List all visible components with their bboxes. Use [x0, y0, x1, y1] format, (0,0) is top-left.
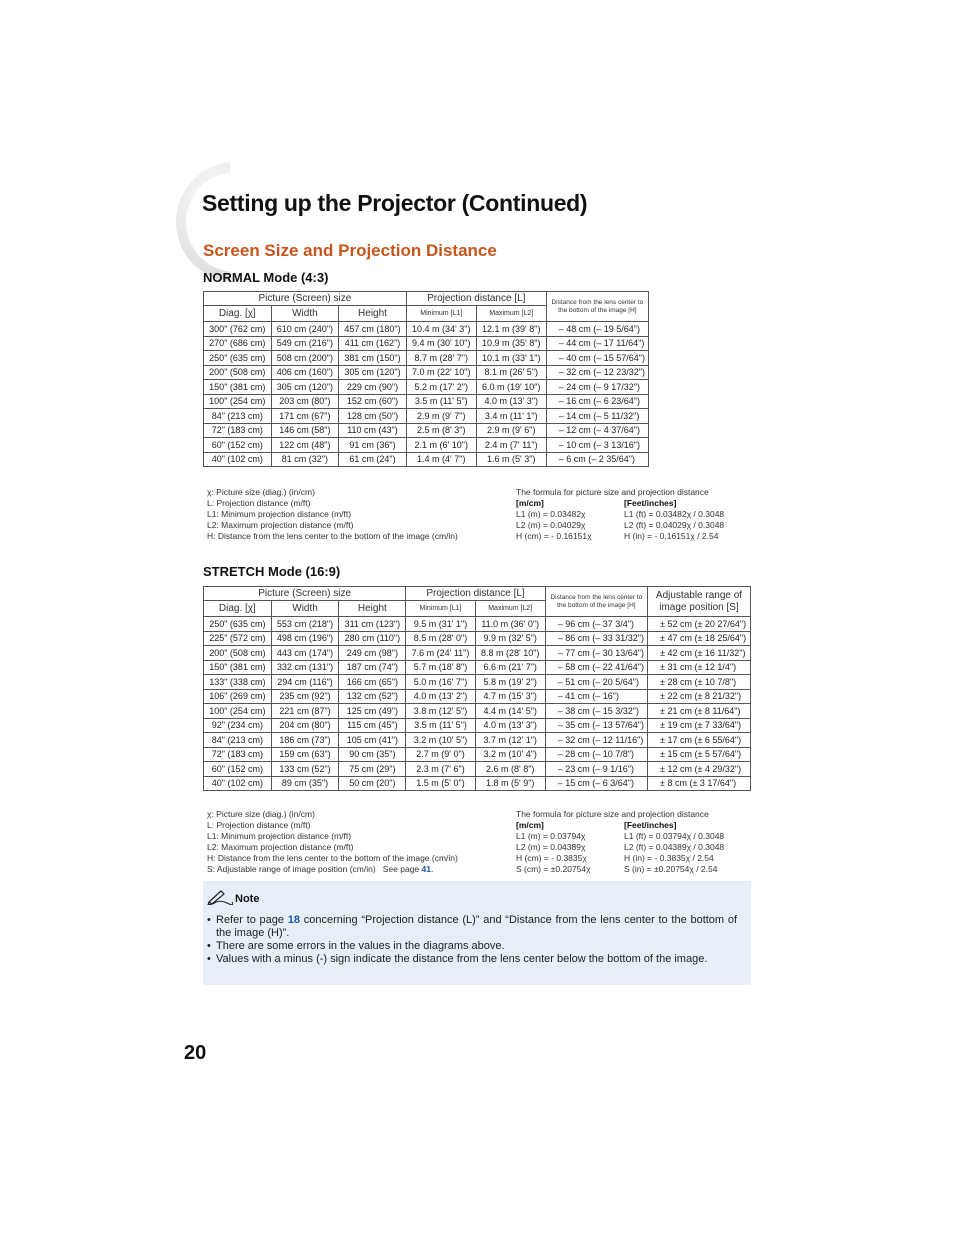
cell-diag: 106" (269 cm) — [204, 689, 272, 704]
table-row — [204, 322, 649, 337]
note-list — [207, 914, 737, 966]
header-picture-size: Picture (Screen) size — [204, 587, 406, 601]
legend-line: L1: Minimum projection distance (m/ft) — [207, 509, 352, 519]
cell-diag: 150" (381 cm) — [204, 660, 272, 675]
note-item — [207, 940, 737, 953]
table-row — [204, 336, 649, 351]
cell-lens-distance: – 58 cm (– 22 41/64") — [545, 660, 647, 675]
cell-width: 498 cm (196") — [271, 631, 339, 646]
table-row — [204, 675, 751, 690]
legend-line: χ: Picture size (diag.) (in/cm) — [207, 487, 315, 497]
header-projection-distance: Projection distance [L] — [406, 587, 545, 601]
section-title: Screen Size and Projection Distance — [203, 241, 497, 260]
formula-header-imperial: [Feet/inches] — [624, 498, 677, 508]
legend-line: H: Distance from the lens center to the bottom of the image (cm/in) — [207, 853, 458, 863]
cell-lens-distance: – 23 cm (– 9 1/16") — [545, 762, 647, 777]
formula-line: H (cm) = - 0.16151χ — [516, 531, 592, 541]
stretch-formula-title: The formula for picture size and projection distance — [516, 809, 709, 819]
legend-line: L: Projection distance (m/ft) — [207, 498, 311, 508]
cell-width: 89 cm (35") — [271, 776, 339, 791]
header-minimum: Minimum [L1] — [406, 601, 475, 617]
cell-max-distance: 2.6 m (8' 8") — [475, 762, 545, 777]
stretch-formula-metric — [516, 820, 591, 875]
cell-min-distance: 5.7 m (18' 8") — [406, 660, 475, 675]
header-diag: Diag. [χ] — [204, 601, 272, 617]
cell-diag: 72" (183 cm) — [204, 747, 272, 762]
cell-width: 122 cm (48") — [271, 438, 339, 453]
cell-lens-distance: – 28 cm (– 10 7/8") — [545, 747, 647, 762]
page-41-link[interactable]: 41 — [421, 864, 431, 874]
header-diag: Diag. [χ] — [204, 306, 272, 322]
cell-height: 280 cm (110") — [339, 631, 406, 646]
cell-diag: 270" (686 cm) — [204, 336, 272, 351]
cell-adjust-range: ± 15 cm (± 5 57/64") — [648, 747, 751, 762]
table-row — [204, 394, 649, 409]
cell-min-distance: 3.8 m (12' 5") — [406, 704, 475, 719]
normal-formula-metric — [516, 498, 592, 542]
cell-max-distance: 4.0 m (13' 3") — [476, 394, 546, 409]
cell-min-distance: 7.0 m (22' 10") — [406, 365, 476, 380]
cell-width: 332 cm (131") — [271, 660, 339, 675]
table-row — [204, 351, 649, 366]
header-maximum: Maximum [L2] — [475, 601, 545, 617]
cell-lens-distance: – 15 cm (– 6 3/64") — [545, 776, 647, 791]
legend-s-end: . — [430, 864, 434, 874]
note-title: Note — [235, 892, 260, 905]
legend-line: L2: Maximum projection distance (m/ft) — [207, 520, 354, 530]
cell-diag: 40" (102 cm) — [204, 452, 272, 467]
cell-min-distance: 4.0 m (13' 2") — [406, 689, 475, 704]
stretch-mode-table — [203, 586, 751, 791]
cell-lens-distance: – 41 cm (– 16") — [545, 689, 647, 704]
note-text: There are some errors in the values in the diagrams above. — [216, 940, 505, 952]
cell-min-distance: 8.7 m (28' 7") — [406, 351, 476, 366]
table-row — [204, 365, 649, 380]
cell-max-distance: 8.8 m (28' 10") — [475, 646, 545, 661]
cell-diag: 84" (213 cm) — [204, 733, 272, 748]
cell-max-distance: 1.6 m (5' 3") — [476, 452, 546, 467]
cell-width: 610 cm (240") — [271, 322, 339, 337]
cell-diag: 200" (508 cm) — [204, 365, 272, 380]
cell-min-distance: 1.4 m (4' 7") — [406, 452, 476, 467]
stretch-table-body — [204, 617, 751, 791]
cell-adjust-range: ± 28 cm (± 10 7/8") — [648, 675, 751, 690]
formula-header-metric: [m/cm] — [516, 820, 544, 830]
cell-adjust-range: ± 21 cm (± 8 11/64") — [648, 704, 751, 719]
cell-lens-distance: – 38 cm (– 15 3/32") — [545, 704, 647, 719]
cell-width: 294 cm (116") — [271, 675, 339, 690]
cell-max-distance: 6.0 m (19' 10") — [476, 380, 546, 395]
cell-max-distance: 4.4 m (14' 5") — [475, 704, 545, 719]
header-lens-distance: Distance from the lens center to the bottom of the image [H] — [546, 292, 648, 322]
cell-min-distance: 9.4 m (30' 10") — [406, 336, 476, 351]
formula-line: L1 (ft) = 0.03482χ / 0.3048 — [624, 509, 725, 519]
header-height: Height — [339, 306, 407, 322]
formula-header-imperial: [Feet/inches] — [624, 820, 677, 830]
legend-line: H: Distance from the lens center to the bottom of the image (cm/in) — [207, 531, 458, 541]
cell-lens-distance: – 40 cm (– 15 57/64") — [546, 351, 648, 366]
cell-lens-distance: – 44 cm (– 17 11/64") — [546, 336, 648, 351]
cell-min-distance: 2.9 m (9' 7") — [406, 409, 476, 424]
cell-max-distance: 6.6 m (21' 7") — [475, 660, 545, 675]
cell-lens-distance: – 32 cm (– 12 11/16") — [545, 733, 647, 748]
formula-line: S (in) = ±0.20754χ / 2.54 — [624, 864, 718, 874]
cell-lens-distance: – 14 cm (– 5 11/32") — [546, 409, 648, 424]
table-row — [204, 423, 649, 438]
cell-height: 115 cm (45") — [339, 718, 406, 733]
cell-lens-distance: – 77 cm (– 30 13/64") — [545, 646, 647, 661]
cell-height: 125 cm (49") — [339, 704, 406, 719]
header-maximum: Maximum [L2] — [476, 306, 546, 322]
table-row — [204, 733, 751, 748]
cell-lens-distance: – 35 cm (– 13 57/64") — [545, 718, 647, 733]
cell-max-distance: 2.9 m (9' 6") — [476, 423, 546, 438]
formula-line: L1 (m) = 0.03794χ — [516, 831, 586, 841]
cell-diag: 300" (762 cm) — [204, 322, 272, 337]
cell-diag: 133" (338 cm) — [204, 675, 272, 690]
cell-lens-distance: – 12 cm (– 4 37/64") — [546, 423, 648, 438]
header-width: Width — [271, 601, 339, 617]
cell-min-distance: 3.5 m (11' 5") — [406, 718, 475, 733]
stretch-mode-title: STRETCH Mode (16:9) — [203, 564, 341, 579]
cell-adjust-range: ± 8 cm (± 3 17/64") — [648, 776, 751, 791]
cell-height: 166 cm (65") — [339, 675, 406, 690]
table-row — [204, 452, 649, 467]
cell-min-distance: 2.3 m (7' 6") — [406, 762, 475, 777]
header-adjustable-range: Adjustable range of image position [S] — [648, 587, 751, 617]
cell-diag: 100" (254 cm) — [204, 704, 272, 719]
normal-legend — [207, 487, 458, 542]
formula-line: L2 (ft) = 0.04029χ / 0.3048 — [624, 520, 725, 530]
cell-lens-distance: – 32 cm (– 12 23/32") — [546, 365, 648, 380]
table-row — [204, 704, 751, 719]
cell-width: 186 cm (73") — [271, 733, 339, 748]
formula-line: L2 (m) = 0.04389χ — [516, 842, 586, 852]
cell-height: 229 cm (90") — [339, 380, 407, 395]
bullet: • — [207, 953, 211, 965]
cell-lens-distance: – 86 cm (– 33 31/32") — [545, 631, 647, 646]
cell-max-distance: 12.1 m (39' 8") — [476, 322, 546, 337]
cell-max-distance: 8.1 m (26' 5") — [476, 365, 546, 380]
table-row — [204, 747, 751, 762]
cell-height: 128 cm (50") — [339, 409, 407, 424]
cell-height: 457 cm (180") — [339, 322, 407, 337]
formula-line: L1 (ft) = 0.03794χ / 0.3048 — [624, 831, 725, 841]
cell-max-distance: 4.0 m (13' 3") — [475, 718, 545, 733]
cell-min-distance: 1.5 m (5' 0") — [406, 776, 475, 791]
cell-min-distance: 2.1 m (6' 10") — [406, 438, 476, 453]
cell-lens-distance: – 96 cm (– 37 3/4") — [545, 617, 647, 632]
cell-min-distance: 10.4 m (34' 3") — [406, 322, 476, 337]
page-18-link[interactable]: 18 — [287, 914, 301, 926]
cell-max-distance: 3.4 m (11' 1") — [476, 409, 546, 424]
formula-header-metric: [m/cm] — [516, 498, 544, 508]
table-row — [204, 631, 751, 646]
header-height: Height — [339, 601, 406, 617]
legend-s-text: S: Adjustable range of image position (cm/in) See page — [207, 864, 422, 874]
table-row — [204, 409, 649, 424]
cell-width: 508 cm (200") — [271, 351, 339, 366]
cell-adjust-range: ± 19 cm (± 7 33/64") — [648, 718, 751, 733]
bullet: • — [207, 914, 211, 926]
cell-width: 159 cm (63") — [271, 747, 339, 762]
cell-height: 110 cm (43") — [339, 423, 407, 438]
cell-width: 443 cm (174") — [271, 646, 339, 661]
note-item — [207, 953, 737, 966]
table-row — [204, 762, 751, 777]
note-heading — [207, 889, 259, 908]
cell-diag: 40" (102 cm) — [204, 776, 272, 791]
cell-min-distance: 3.5 m (11' 5") — [406, 394, 476, 409]
cell-diag: 200" (508 cm) — [204, 646, 272, 661]
cell-max-distance: 2.4 m (7' 11") — [476, 438, 546, 453]
page-number: 20 — [184, 1042, 207, 1064]
cell-min-distance: 2.7 m (9' 0") — [406, 747, 475, 762]
cell-diag: 84" (213 cm) — [204, 409, 272, 424]
cell-adjust-range: ± 22 cm (± 8 21/32") — [648, 689, 751, 704]
cell-height: 105 cm (41") — [339, 733, 406, 748]
table-row — [204, 660, 751, 675]
cell-lens-distance: – 6 cm (– 2 35/64") — [546, 452, 648, 467]
note-text: Refer to page — [216, 914, 288, 926]
legend-line: L: Projection distance (m/ft) — [207, 820, 311, 830]
normal-formula-title: The formula for picture size and projection distance — [516, 487, 709, 497]
cell-min-distance: 7.6 m (24' 11") — [406, 646, 475, 661]
cell-diag: 100" (254 cm) — [204, 394, 272, 409]
cell-lens-distance: – 48 cm (– 19 5/64") — [546, 322, 648, 337]
cell-diag: 60" (152 cm) — [204, 438, 272, 453]
header-lens-distance: Distance from the lens center to the bottom of the image [H] — [545, 587, 647, 617]
legend-line-s — [207, 864, 458, 875]
cell-height: 90 cm (35") — [339, 747, 406, 762]
header-projection-distance: Projection distance [L] — [406, 292, 546, 306]
cell-max-distance: 3.2 m (10' 4") — [475, 747, 545, 762]
cell-min-distance: 5.2 m (17' 2") — [406, 380, 476, 395]
cell-width: 406 cm (160") — [271, 365, 339, 380]
stretch-legend — [207, 809, 458, 875]
cell-height: 381 cm (150") — [339, 351, 407, 366]
formula-line: H (in) = - 0.16151χ / 2.54 — [624, 531, 719, 541]
cell-height: 311 cm (123") — [339, 617, 406, 632]
cell-height: 91 cm (36") — [339, 438, 407, 453]
stretch-formula-imperial — [624, 820, 724, 875]
cell-lens-distance: – 10 cm (– 3 13/16") — [546, 438, 648, 453]
cell-width: 81 cm (32") — [271, 452, 339, 467]
table-row — [204, 438, 649, 453]
normal-table-body — [204, 322, 649, 467]
cell-height: 152 cm (60") — [339, 394, 407, 409]
cell-width: 305 cm (120") — [271, 380, 339, 395]
note-text: concerning “Projection distance (L)” and “Distance from the lens center to the bottom of the image (H)”. — [216, 914, 737, 939]
formula-line: L2 (m) = 0.04029χ — [516, 520, 586, 530]
cell-width: 204 cm (80") — [271, 718, 339, 733]
table-row — [204, 718, 751, 733]
formula-line: L2 (ft) = 0.04389χ / 0.3048 — [624, 842, 725, 852]
table-row — [204, 646, 751, 661]
cell-height: 305 cm (120") — [339, 365, 407, 380]
cell-adjust-range: ± 42 cm (± 16 11/32") — [648, 646, 751, 661]
cell-adjust-range: ± 31 cm (± 12 1/4") — [648, 660, 751, 675]
header-width: Width — [271, 306, 339, 322]
cell-adjust-range: ± 17 cm (± 6 55/64") — [648, 733, 751, 748]
cell-width: 553 cm (218") — [271, 617, 339, 632]
cell-diag: 60" (152 cm) — [204, 762, 272, 777]
cell-height: 132 cm (52") — [339, 689, 406, 704]
cell-height: 61 cm (24") — [339, 452, 407, 467]
cell-max-distance: 4.7 m (15' 3") — [475, 689, 545, 704]
cell-width: 203 cm (80") — [271, 394, 339, 409]
cell-min-distance: 8.5 m (28' 0") — [406, 631, 475, 646]
cell-diag: 225" (572 cm) — [204, 631, 272, 646]
cell-width: 171 cm (67") — [271, 409, 339, 424]
cell-width: 146 cm (58") — [271, 423, 339, 438]
cell-max-distance: 9.9 m (32' 5") — [475, 631, 545, 646]
cell-adjust-range: ± 52 cm (± 20 27/64") — [648, 617, 751, 632]
normal-mode-title: NORMAL Mode (4:3) — [203, 270, 329, 285]
cell-diag: 150" (381 cm) — [204, 380, 272, 395]
cell-max-distance: 1.8 m (5' 9") — [475, 776, 545, 791]
cell-diag: 72" (183 cm) — [204, 423, 272, 438]
table-row — [204, 617, 751, 632]
normal-formula-imperial — [624, 498, 724, 542]
cell-height: 50 cm (20") — [339, 776, 406, 791]
header-minimum: Minimum [L1] — [406, 306, 476, 322]
table-row — [204, 776, 751, 791]
cell-max-distance: 3.7 m (12' 1") — [475, 733, 545, 748]
cell-max-distance: 10.9 m (35' 8") — [476, 336, 546, 351]
cell-width: 133 cm (52") — [271, 762, 339, 777]
cell-height: 75 cm (29") — [339, 762, 406, 777]
header-picture-size: Picture (Screen) size — [204, 292, 407, 306]
formula-line: H (in) = - 0.3835χ / 2.54 — [624, 853, 714, 863]
cell-height: 411 cm (162") — [339, 336, 407, 351]
cell-adjust-range: ± 47 cm (± 18 25/64") — [648, 631, 751, 646]
formula-line: S (cm) = ±0.20754χ — [516, 864, 591, 874]
cell-diag: 250" (635 cm) — [204, 617, 272, 632]
formula-line: L1 (m) = 0.03482χ — [516, 509, 586, 519]
legend-line: L1: Minimum projection distance (m/ft) — [207, 831, 352, 841]
pencil-note-icon — [207, 889, 233, 908]
cell-min-distance: 2.5 m (8' 3") — [406, 423, 476, 438]
cell-diag: 92" (234 cm) — [204, 718, 272, 733]
note-text: Values with a minus (-) sign indicate the distance from the lens center below the bottom of the image. — [216, 953, 708, 965]
cell-max-distance: 11.0 m (36' 0") — [475, 617, 545, 632]
formula-line: H (cm) = - 0.3835χ — [516, 853, 587, 863]
cell-adjust-range: ± 12 cm (± 4 29/32") — [648, 762, 751, 777]
cell-min-distance: 5.0 m (16' 7") — [406, 675, 475, 690]
cell-lens-distance: – 24 cm (– 9 17/32") — [546, 380, 648, 395]
cell-height: 187 cm (74") — [339, 660, 406, 675]
cell-height: 249 cm (98") — [339, 646, 406, 661]
cell-max-distance: 5.8 m (19' 2") — [475, 675, 545, 690]
table-row — [204, 380, 649, 395]
cell-min-distance: 9.5 m (31' 1") — [406, 617, 475, 632]
cell-diag: 250" (635 cm) — [204, 351, 272, 366]
normal-mode-table — [203, 291, 649, 467]
cell-width: 221 cm (87") — [271, 704, 339, 719]
legend-line: χ: Picture size (diag.) (in/cm) — [207, 809, 315, 819]
bullet: • — [207, 940, 211, 952]
cell-max-distance: 10.1 m (33' 1") — [476, 351, 546, 366]
cell-min-distance: 3.2 m (10' 5") — [406, 733, 475, 748]
cell-lens-distance: – 51 cm (– 20 5/64") — [545, 675, 647, 690]
cell-width: 235 cm (92") — [271, 689, 339, 704]
page-title: Setting up the Projector (Continued) — [202, 190, 588, 216]
cell-lens-distance: – 16 cm (– 6 23/64") — [546, 394, 648, 409]
legend-line: L2: Maximum projection distance (m/ft) — [207, 842, 354, 852]
table-row — [204, 689, 751, 704]
cell-width: 549 cm (216") — [271, 336, 339, 351]
note-item — [207, 914, 737, 940]
